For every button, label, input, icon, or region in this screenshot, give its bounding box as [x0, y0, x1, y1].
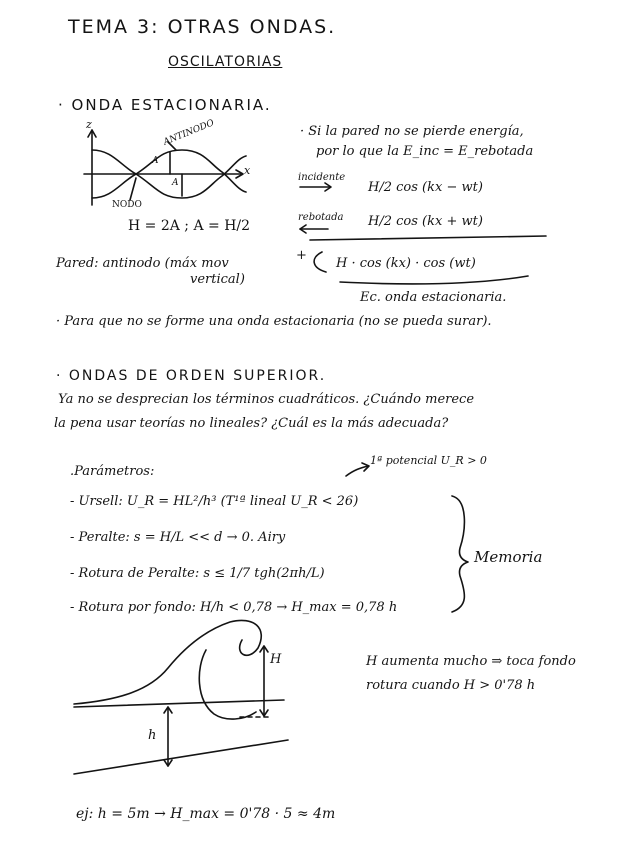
param-rotura-peralte: - Rotura de Peralte: s ≤ 1/7 tgh(2πh/L) — [70, 566, 325, 581]
sum-underline — [310, 236, 546, 240]
memoria-brace — [452, 496, 468, 612]
sum-brace-left — [314, 252, 326, 272]
amplitude-label-1: A — [152, 156, 159, 166]
higher-order-text-line1: Ya no se desprecian los términos cuadráticos. ¿Cuándo merece — [58, 392, 475, 407]
higher-order-text-line2: la pena usar teorías no lineales? ¿Cuál es la más adecuada? — [54, 416, 449, 431]
memoria-label: Memoria — [474, 548, 543, 566]
formula-wave-height: H = 2A ; A = H/2 — [128, 218, 251, 234]
antinode-label: ANTINODO — [162, 118, 216, 148]
incidente-equation: H/2 cos (kx − wt) — [368, 180, 483, 195]
section-heading-standing-wave: · ONDA ESTACIONARIA. — [58, 96, 272, 114]
energy-note-line2: por lo que la E_inc = E_rebotada — [316, 144, 534, 159]
node-label: NODO — [112, 200, 142, 210]
axis-x-label: x — [244, 164, 251, 177]
page-title: TEMA 3: OTRAS ONDAS. — [68, 16, 337, 38]
pared-note-line1: Pared: antinodo (máx mov — [56, 256, 229, 271]
sea-floor-line — [74, 740, 288, 774]
plus-sign: + — [296, 248, 307, 263]
breaking-wave-curl — [199, 650, 256, 719]
breaking-note-line2: rotura cuando H > 0'78 h — [366, 678, 536, 693]
energy-note-line1: · Si la pared no se pierde energía, — [300, 124, 524, 139]
standing-wave-equation: H · cos (kx) · cos (wt) — [336, 256, 476, 271]
page-subtitle: OSCILATORIAS — [168, 54, 283, 70]
node-pointer — [130, 178, 136, 200]
rebotada-equation: H/2 cos (kx + wt) — [368, 214, 483, 229]
wave-mean-line — [74, 700, 284, 707]
breaking-wave-crest — [74, 620, 261, 704]
axis-z-label: z — [86, 118, 92, 131]
standing-wave-equation-caption: Ec. onda estacionaria. — [360, 290, 507, 305]
ursell-potential-note: 1ª potencial U_R > 0 — [370, 454, 487, 467]
amplitude-label-2: A — [172, 178, 179, 188]
params-title: .Parámetros: — [70, 464, 155, 479]
wave-height-label: H — [270, 652, 282, 667]
sum-underbrace — [340, 276, 528, 284]
breaking-note-line1: H aumenta mucho ⇒ toca fondo — [366, 654, 576, 669]
param-rotura-fondo: - Rotura por fondo: H/h < 0,78 → H_max = 0,78 h — [70, 600, 398, 615]
pared-note-line2: vertical) — [190, 272, 245, 287]
param-ursell: - Ursell: U_R = HL²/h³ (T¹ª lineal U_R < 26) — [70, 494, 359, 509]
para-que-line: · Para que no se forme una onda estacionaria (no se pueda surar). — [56, 314, 492, 329]
example-line: ej: h = 5m → H_max = 0'78 · 5 ≈ 4m — [76, 806, 336, 822]
section-heading-higher-order: · ONDAS DE ORDEN SUPERIOR. — [56, 368, 327, 384]
rebotada-label: rebotada — [298, 212, 344, 223]
param-peralte: - Peralte: s = H/L << d → 0. Airy — [70, 530, 286, 545]
incidente-label: incidente — [298, 172, 346, 183]
water-depth-label: h — [148, 728, 157, 743]
